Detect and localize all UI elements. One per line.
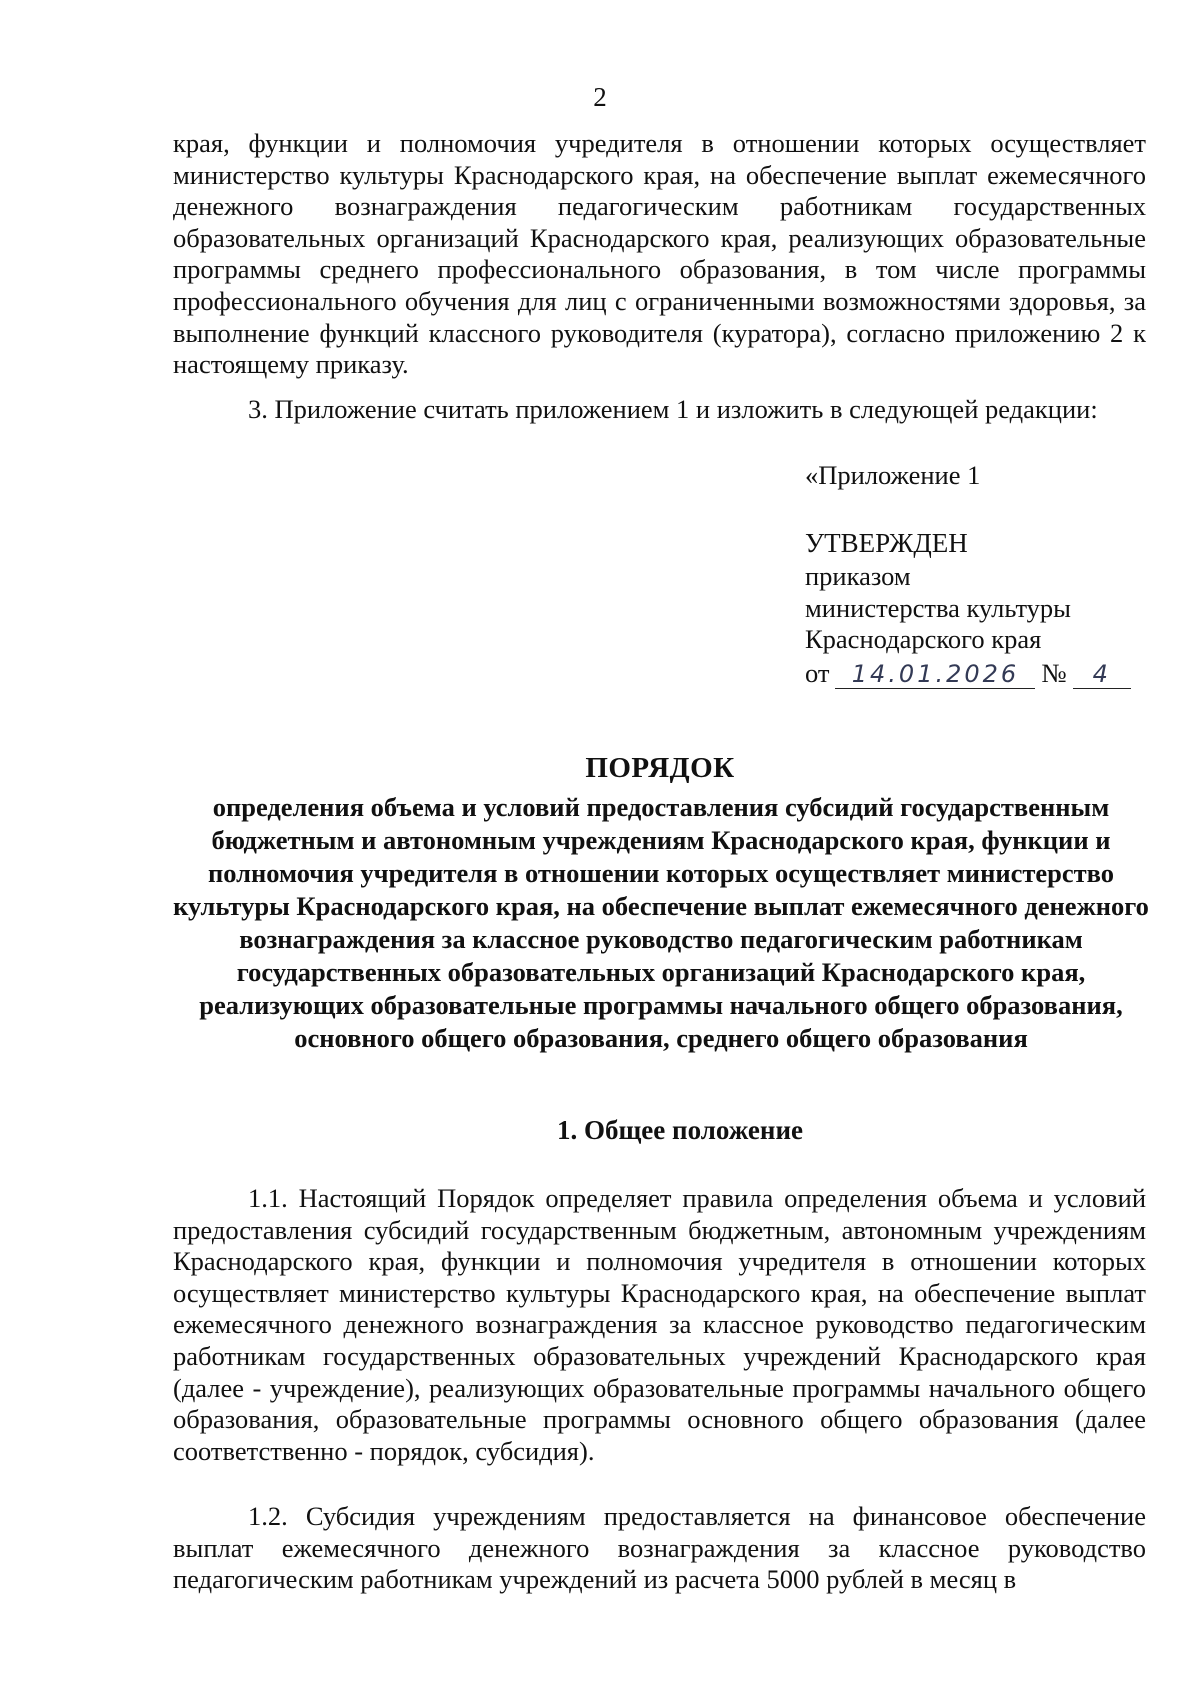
order-title: ПОРЯДОК: [585, 752, 735, 784]
paragraph-1-1: 1.1. Настоящий Порядок определяет правила определения объема и условий предоставления субсидий государственным бюджетным, автономным учреждениям Краснодарского края, функции и полномочия учредителя в отношении которых осуществляет министерство культуры Краснодарского края, на обеспечение выплат ежемесячного денежного вознаграждения за классное руководство педагогическим работникам государственных образовательных учреждений Краснодарского края (далее - учреждение), реализующих образовательные программы начального общего образования, образовательные программы основного общего образования (далее соответственно - порядок, субсидия).: [173, 1183, 1146, 1466]
approval-by-order: приказом: [805, 561, 911, 591]
order-subtitle: определения объема и условий предоставления субсидий государственным бюджетным и автономным учреждениям Краснодарского края, функции и полномочия учредителя в отношении которых осуществляет министерство культуры Краснодарского края, на обеспечение выплат ежемесячного денежного вознаграждения за классное руководство педагогическим работникам государственных образовательных организаций Краснодарского края, реализующих образовательные программы начального общего образования, основного общего образования, среднего общего образования: [173, 792, 1149, 1053]
paragraph-item-3: 3. Приложение считать приложением 1 и изложить в следующей редакции:: [248, 394, 1098, 424]
paragraph-continuation: края, функции и полномочия учредителя в отношении которых осуществляет министерство культуры Краснодарского края, на обеспечение выплат ежемесячного денежного вознаграждения педагогическим работникам государственных образовательных организаций Краснодарского края, реализующих образовательные программы среднего профессионального образования, в том числе программы профессионального обучения для лиц с ограниченными возможностями здоровья, за выполнение функций классного руководителя (куратора), согласно приложению 2 к настоящему приказу.: [173, 128, 1146, 380]
approval-region: Краснодарского края: [805, 624, 1042, 655]
approval-ministry: министерства культуры: [805, 592, 1071, 623]
handwritten-date: 14.01.2026: [835, 660, 1035, 689]
number-prefix: №: [1041, 657, 1067, 688]
section-1-heading: 1. Общее положение: [557, 1115, 803, 1145]
approval-block: [805, 525, 1145, 689]
paragraph-1-2: 1.2. Субсидия учреждениям предоставляется на финансовое обеспечение выплат ежемесячного денежного вознаграждения за классное руководство педагогическим работникам учреждений из расчета 5000 рублей в месяц в: [173, 1501, 1146, 1595]
appendix-title: «Приложение 1: [805, 460, 981, 490]
page-number: 2: [593, 82, 607, 112]
date-prefix: от: [805, 657, 830, 688]
approval-date-line: [805, 658, 1145, 690]
approved-heading: УТВЕРЖДЕН: [805, 528, 968, 558]
handwritten-number: 4: [1073, 660, 1131, 689]
